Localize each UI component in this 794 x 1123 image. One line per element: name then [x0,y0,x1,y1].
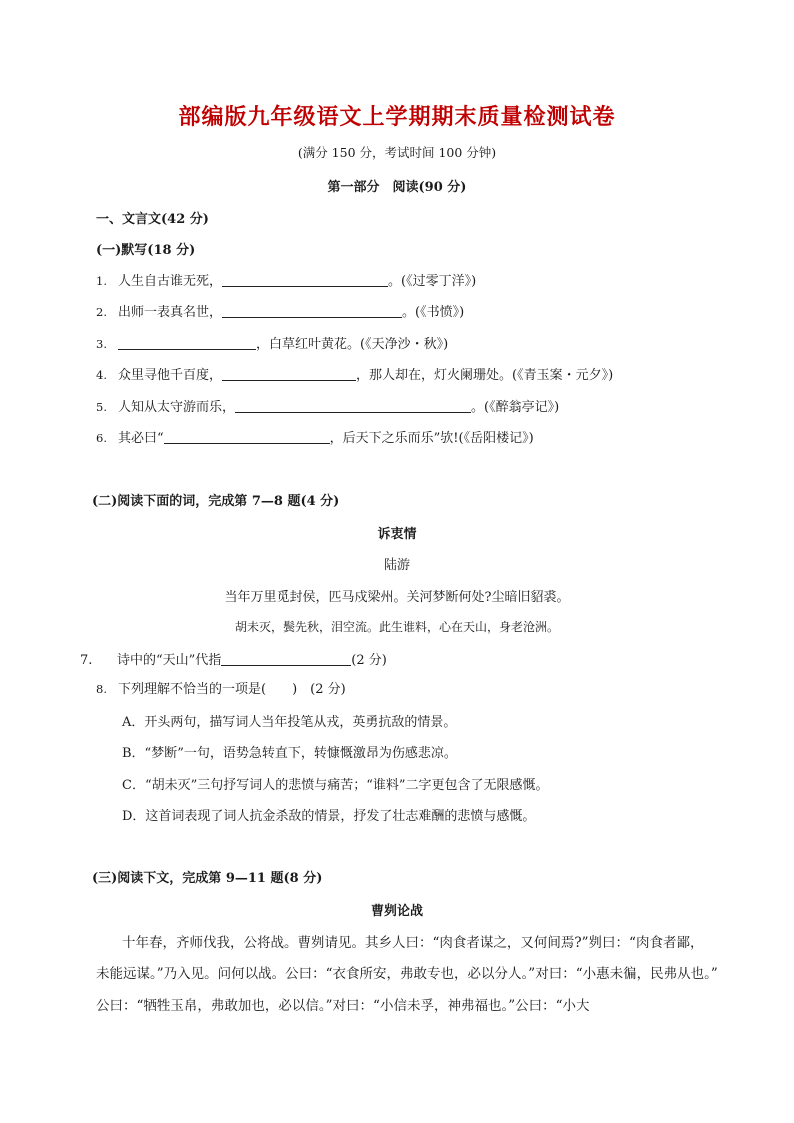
dictation-question: 2. 出师一表真名世， 。(《书愤》) [96,305,465,320]
passage-line: 公曰：“牺牲玉帛，弗敢加也，必以信。”对曰：“小信未孚，神弗福也。”公曰：“小大 [96,998,590,1014]
exam-subtitle: (满分 150 分，考试时间 100 分钟) [297,145,497,160]
question-number: 2. [96,305,107,319]
option-b[interactable]: B．“梦断”一句，语势急转直下，转慷慨激昂为伤感悲凉。 [122,746,457,761]
poem-line: 胡未灭，鬓先秋，泪空流。此生谁料，心在天山，身老沧洲。 [234,620,559,634]
dictation-question: 6. 其必曰“ ，后天下之乐而乐”欤!(《岳阳楼记》) [96,431,534,446]
passage-line: 十年春，齐师伐我，公将战。曹刿请见。其乡人曰：“肉食者谋之，又何间焉?”刿曰：“肉食者鄙， [122,935,704,951]
answer-blank[interactable] [164,429,330,444]
passage-line: 未能远谋。”乃入见。问何以战。公曰：“衣食所安，弗敢专也，必以分人。”对曰：“小惠未徧，民弗从也。” [96,966,718,982]
question-number: 4. [96,368,107,382]
section-heading-classical: 一、文言文(42 分) [96,212,209,227]
option-c[interactable]: C．“胡未灭”三句抒写词人的悲愤与痛苦；“谁料”二字更包含了无限感慨。 [122,778,549,793]
option-d[interactable]: D．这首词表现了词人抗金杀敌的情景，抒发了壮志难酬的悲愤与感慨。 [122,809,536,824]
question-number: 3. [96,337,107,351]
question-8: 8. 下列理解不恰当的一项是( ) (2 分) [96,682,346,697]
dictation-question: 5. 人知从太守游而乐， 。(《醉翁亭记》) [96,400,560,415]
answer-blank[interactable] [221,651,351,666]
answer-blank[interactable] [222,272,388,287]
question-number: 1. [96,274,107,288]
question-7: 7. 诗中的“天山”代指 (2 分) [80,653,387,668]
exam-title: 部编版九年级语文上学期期末质量检测试卷 [178,104,616,130]
question-number: 7. [80,653,93,668]
answer-blank[interactable] [222,303,402,318]
question-number: 6. [96,431,107,445]
poem-author: 陆游 [383,558,410,573]
passage-title: 曹刿论战 [370,904,423,919]
subsection-heading-passage: (三)阅读下文，完成第 9—11 题(8 分) [92,871,323,886]
subsection-heading-dictation: (一)默写(18 分) [96,243,196,258]
dictation-question: 3. ，白草红叶黄花。(《天净沙・秋》) [96,337,449,352]
answer-blank[interactable] [118,335,256,350]
answer-blank[interactable] [235,398,471,413]
subsection-heading-poem: (二)阅读下面的词，完成第 7—8 题(4 分) [92,494,340,509]
option-a[interactable]: A．开头两句，描写词人当年投笔从戎，英勇抗敌的情景。 [122,715,457,730]
part-heading: 第一部分 阅读(90 分) [327,180,467,195]
question-number: 8. [96,682,107,696]
dictation-question: 1. 人生自古谁无死， 。(《过零丁洋》) [96,274,477,289]
question-number: 5. [96,400,107,414]
dictation-question: 4. 众里寻他千百度， ，那人却在，灯火阑珊处。(《青玉案・元夕》) [96,368,614,383]
poem-title: 诉衷情 [377,527,417,542]
poem-line: 当年万里觅封侯，匹马戍梁州。关河梦断何处?尘暗旧貂裘。 [224,590,570,605]
answer-blank[interactable] [222,366,356,381]
